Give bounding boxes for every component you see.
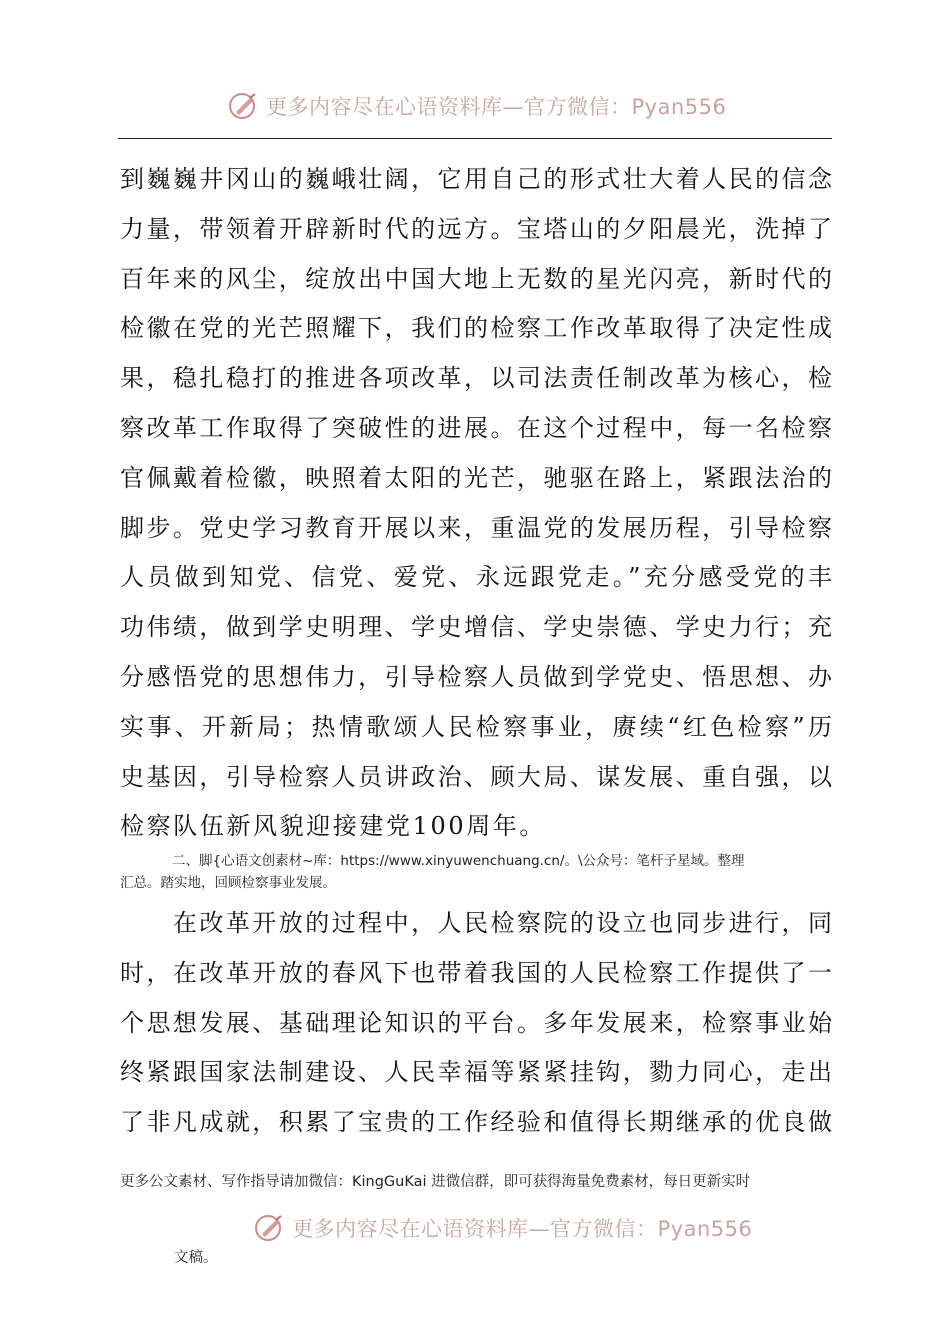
footer-note: 更多公文素材、写作指导请加微信：KingGuKai 进微信群，即可获得海量免费素材，每日更新实时	[120, 1174, 751, 1190]
text-line: 检察队伍新风貌迎接建党100周年。	[120, 812, 547, 841]
text-line: 力量，带领着开辟新时代的远方。宝塔山的夕阳晨光，洗掉了	[120, 214, 832, 243]
paragraph-1	[120, 155, 832, 852]
paragraph-2	[120, 899, 832, 1148]
text-line: 检徽在党的光芒照耀下，我们的检察工作改革取得了决定性成	[120, 314, 832, 343]
text-line: 时，在改革开放的春风下也带着我国的人民检察工作提供了一	[120, 958, 832, 987]
footer-tail: 文稿。	[174, 1250, 218, 1266]
text-line: 察改革工作取得了突破性的进展。在这个过程中，每一名检察	[120, 413, 832, 442]
text-line: 终紧跟国家法制建设、人民幸福等紧紧挂钩，勠力同心，走出	[120, 1058, 832, 1087]
text-line: 功伟绩，做到学史明理、学史增信、学史崇德、学史力行；充	[120, 613, 832, 642]
text-line: 了非凡成就，积累了宝贵的工作经验和值得长期继承的优良做	[120, 1108, 832, 1137]
text-line: 官佩戴着检徽，映照着太阳的光芒，驰驱在路上，紧跟法治的	[120, 463, 832, 492]
text-line: 实事、开新局；热情歌颂人民检察事业，赓续“红色检察”历	[120, 712, 832, 741]
text-line: 到巍巍井冈山的巍峨壮阔，它用自己的形式壮大着人民的信念	[120, 165, 832, 193]
text-line: 分感悟党的思想伟力，引导检察人员做到学党史、悟思想、办	[120, 662, 832, 691]
header-divider	[118, 138, 832, 139]
section-heading	[120, 850, 832, 894]
header-watermark	[228, 86, 748, 126]
text-line: 脚步。党史学习教育开展以来，重温党的发展历程，引导检察	[120, 513, 832, 542]
text-line: 果，稳扎稳打的推进各项改革，以司法责任制改革为核心，检	[120, 364, 832, 393]
watermark-text: 更多内容尽在心语资料库—官方微信：Pyan556	[292, 1217, 753, 1241]
watermark-text: 更多内容尽在心语资料库—官方微信：Pyan556	[266, 95, 727, 119]
text-line: 百年来的风尘，绽放出中国大地上无数的星光闪亮，新时代的	[120, 264, 832, 293]
text-line: 人员做到知党、信党、爱党、永远跟党走。”充分感受党的丰	[120, 563, 832, 592]
pen-logo-icon	[254, 1212, 286, 1244]
text-line: 在改革开放的过程中，人民检察院的设立也同步进行，同	[120, 909, 832, 937]
text-line: 史基因，引导检察人员讲政治、顾大局、谋发展、重自强，以	[120, 762, 832, 791]
pen-logo-icon	[228, 90, 260, 122]
text-line: 个思想发展、基础理论知识的平台。多年发展来，检察事业始	[120, 1008, 832, 1037]
heading-line-1: 二、脚{心语文创素材~库：https://www.xinyuwenchuang.cn/。\公众号：笔杆子星域。整理	[172, 853, 745, 869]
heading-line-2: 汇总。踏实地，回顾检察事业发展。	[120, 875, 336, 891]
footer-watermark	[254, 1208, 752, 1248]
